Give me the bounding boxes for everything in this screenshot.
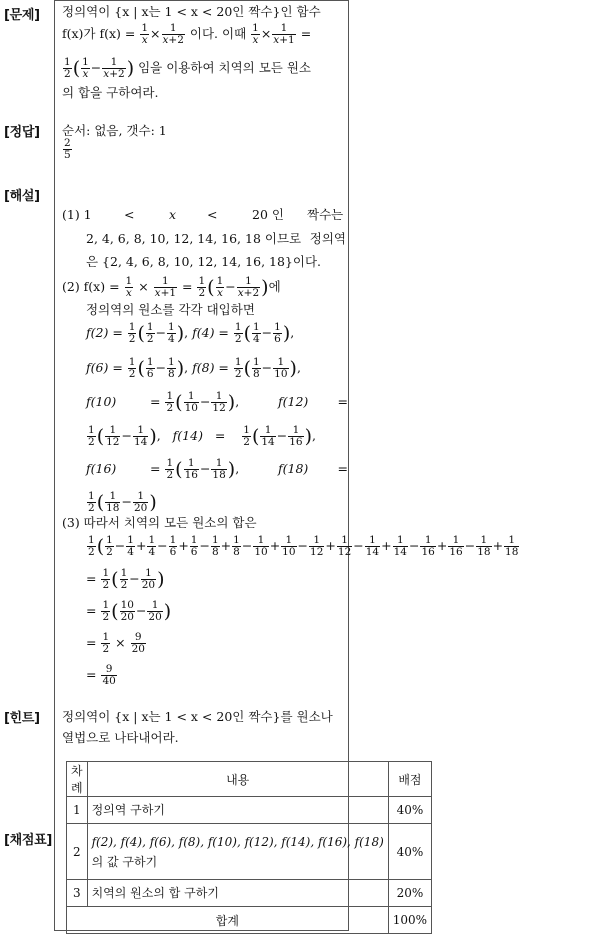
explain-sum-result: = $\frac{9}{40}$ [86,663,116,687]
explain-step1-line1: (1) 1 < x < 20 인 짝수는 [62,207,344,222]
explain-f12-f14: $\frac{1}{2}$ ( $\frac{1}{12}$ − $\frac{1}{14}$ ), f(14) = $\frac{1}{2}$ ( $\frac{1}{14}$ − $\frac{1}{16}$ ), [88,424,317,448]
explain-step2-line1: (2) f(x) = $\frac{1}{x}$ × $\frac{1}{x+1}$ = $\frac{1}{2}$ ( $\frac{1}{x}$ − $\frac{1}{x+2}$ )에 [62,275,281,299]
problem-line-4: 의 합을 구하여라. [62,85,159,100]
label-answer: [정답] [4,125,40,140]
hint-line-1: 정의역이 {x | x는 1 < x < 20인 짝수}를 원소나 [62,709,333,724]
answer-fraction: $\frac{2}{5}$ [64,137,71,161]
explain-step2-line2: 정의역의 원소를 각각 대입하면 [86,302,255,317]
rubric-row-no: 1 [67,797,88,824]
explain-sum-expansion: $\frac{1}{2}$ ( $\frac{1}{2}$ − $\frac{1}{4}$ + $\frac{1}{4}$ − $\frac{1}{6}$ + $\frac{1}{6}$ − $\frac{1}{8}$ + $\frac{1}{8}$ − $\frac{1}{10}$ + $\frac{1}{10}$ − $\frac{1}{12}$ + $\frac{1}{12}$ − $\frac{1}{14}$ + $\frac{1}{14}$ − $\frac{1}{16}$ + $\frac{1}{16}$ − $\frac{1}{18}$ + $\frac{1}{18}$ [88,534,519,558]
rubric-row-content: 정의역 구하기 [87,797,388,824]
rubric-row-content: f(2), f(4), f(6), f(8), f(10), f(12), f(14), f(16), f(18) 의 값 구하기 [87,824,388,880]
rubric-header-row [67,762,432,797]
rubric-row [67,824,432,880]
rubric-table [66,761,432,934]
explain-step1-line3: 은 {2, 4, 6, 8, 10, 12, 14, 16, 18}이다. [86,254,321,269]
explain-f18-value: $\frac{1}{2}$ ( $\frac{1}{18}$ − $\frac{1}{20}$ ) [88,490,157,514]
hint-line-2: 열법으로 나타내어라. [62,730,179,745]
rubric-total-label: 합계 [67,907,389,934]
explain-f10-f12: f(10) = $\frac{1}{2}$ ( $\frac{1}{10}$ − $\frac{1}{12}$ ), f(12) = [86,390,348,414]
label-problem: [문제] [4,8,40,23]
problem-line-1: 정의역이 {x | x는 1 < x < 20인 짝수}인 함수 [62,4,321,19]
rubric-row-score: 20% [388,880,431,907]
explain-step1-line2: 2, 4, 6, 8, 10, 12, 14, 16, 18 이므로 정의역 [86,231,346,246]
answer-line: 순서: 없음, 갯수: 1 [62,123,167,138]
rubric-row [67,880,432,907]
rubric-header-content: 내용 [87,762,388,797]
explain-sum-step1: = $\frac{1}{2}$ ( $\frac{1}{2}$ − $\frac{1}{20}$ ) [86,567,165,591]
rubric-row-score: 40% [388,797,431,824]
problem-line-3: $\frac{1}{2}$ ( $\frac{1}{x}$ − $\frac{1}{x+2}$ ) 임을 이용하여 치역의 모든 원소 [64,56,311,80]
rubric-total-score: 100% [388,907,431,934]
explain-sum-step2: = $\frac{1}{2}$ ( $\frac{10}{20}$ − $\frac{1}{20}$ ) [86,599,172,623]
problem-line-2: f(x)가 f(x) = $\frac{1}{x}$ × $\frac{1}{x+2}$ 이다. 이때 $\frac{1}{x}$ × $\frac{1}{x+1}$ = [62,22,312,46]
rubric-header-score: 배점 [388,762,431,797]
explain-sum-step3: = $\frac{1}{2}$ × $\frac{9}{20}$ [86,631,145,655]
label-hint: [힌트] [4,711,40,726]
rubric-row [67,797,432,824]
rubric-total-row [67,907,432,934]
rubric-row-score: 40% [388,824,431,880]
rubric-row-content: 치역의 원소의 합 구하기 [87,880,388,907]
label-rubric: [채점표] [4,833,53,848]
rubric-row-no: 3 [67,880,88,907]
label-explain: [해설] [4,189,40,204]
rubric-row-no: 2 [67,824,88,880]
explain-step3-line1: (3) 따라서 치역의 모든 원소의 합은 [62,515,257,530]
explain-f16-f18: f(16) = $\frac{1}{2}$ ( $\frac{1}{16}$ − $\frac{1}{18}$ ), f(18) = [86,457,348,481]
explain-f6-f8: f(6) = $\frac{1}{2}$ ( $\frac{1}{6}$ − $\frac{1}{8}$ ), f(8) = $\frac{1}{2}$ ( $\frac{1}{8}$ − $\frac{1}{10}$ ), [86,356,301,380]
explain-f2-f4: f(2) = $\frac{1}{2}$ ( $\frac{1}{2}$ − $\frac{1}{4}$ ), f(4) = $\frac{1}{2}$ ( $\frac{1}{4}$ − $\frac{1}{6}$ ), [86,321,295,345]
rubric-header-no: 차례 [67,762,88,797]
